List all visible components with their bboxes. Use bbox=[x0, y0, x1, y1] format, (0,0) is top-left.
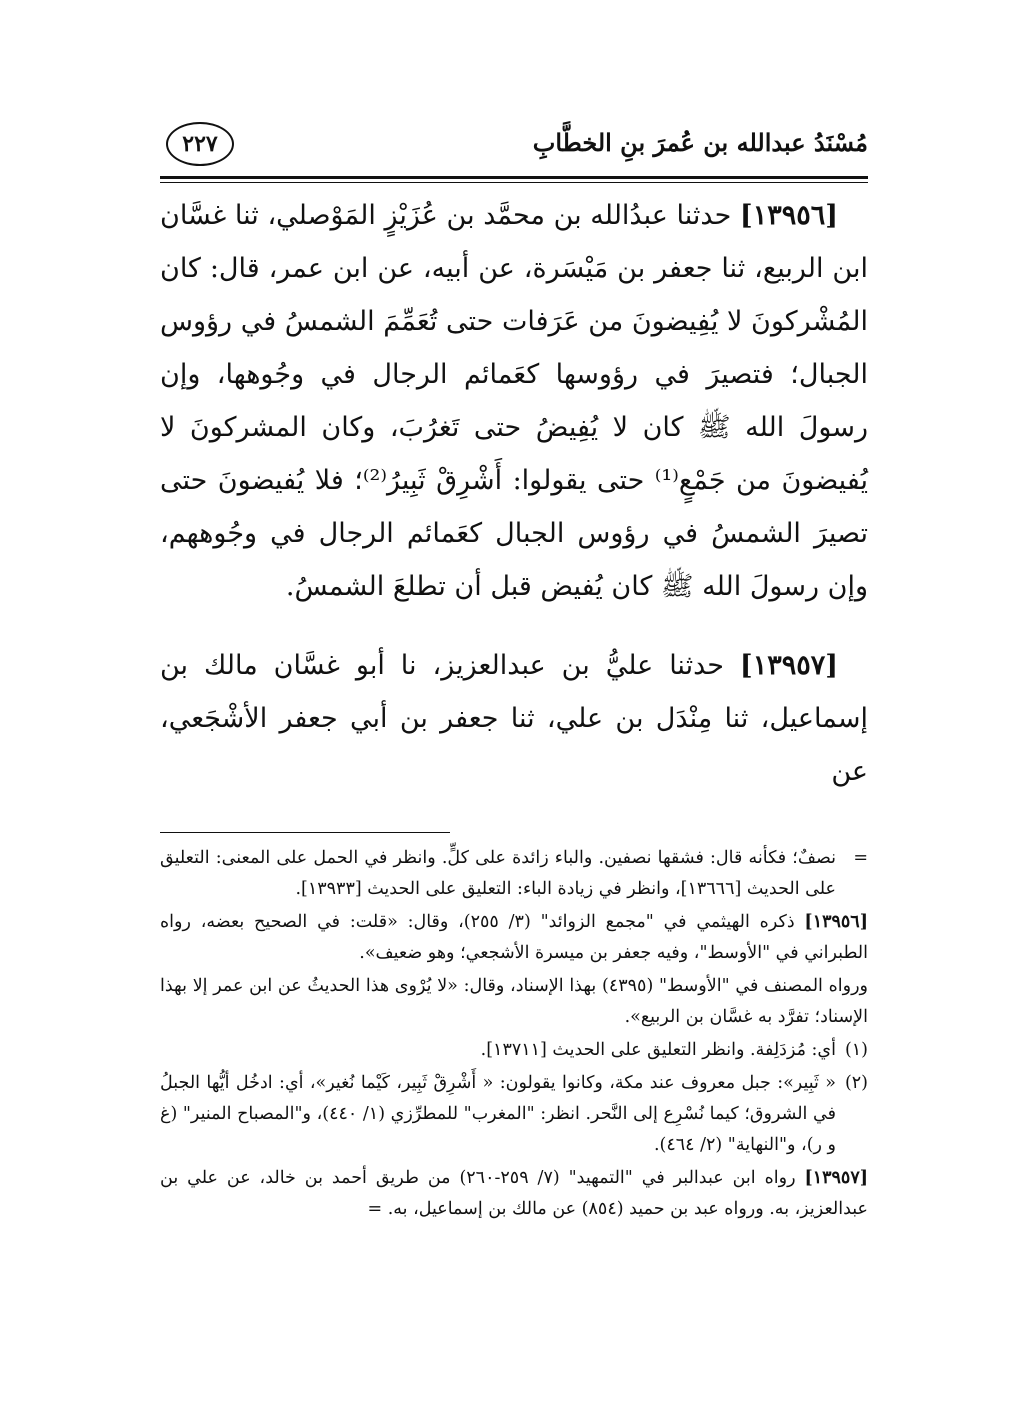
running-header bbox=[160, 118, 868, 176]
footnote-label: = bbox=[853, 848, 868, 868]
hadith-number: [١٣٩٥٦] bbox=[739, 200, 838, 231]
hadith-text: حدثنا عليُّ بن عبدالعزيز، نا أبو غسَّان مالك بن إسماعيل، ثنا مِنْدَل بن علي، ثنا جعفر بن أبي جعفر الأشْجَعي، عن bbox=[160, 650, 868, 787]
footnote-2 bbox=[160, 1068, 868, 1161]
running-title: مُسْنَدُ عبدالله بن عُمرَ بنِ الخطَّابِ bbox=[532, 128, 868, 157]
footnote-text: نصفٌ؛ فكأنه قال: فشقها نصفين. والباء زائدة على كلٍّ. وانظر في الحمل على المعنى: التعليق على الحديث [١٣٦٦٦]، وانظر في زيادة الباء: التعليق على الحديث [١٣٩٣٣]. bbox=[160, 848, 836, 899]
footnote-text: « ثَبِير»: جبل معروف عند مكة، وكانوا يقولون: « أَشْرِقْ ثَبِير، كَيْما نُغير»، أي: ادخُل أيُّها الجبلُ في الشروق؛ كيما نُسْرِع إلى النَّحر. انظر: "المغرب" للمطرِّزي (١/ ٤٤٠)، و"المصباح المنير" (غ و ر)، و"النهاية" (٢/ ٤٦٤). bbox=[160, 1073, 836, 1155]
takhrij-text: رواه ابن عبدالبر في "التمهيد" (٧/ ٢٥٩-٢٦٠) من طريق أحمد بن خالد، عن علي بن عبدالعزيز، به. ورواه عبد بن حميد (٨٥٤) عن مالك بن إسماعيل، به. = bbox=[160, 1168, 868, 1219]
footnote-separator bbox=[160, 832, 450, 833]
hadith-text: حدثنا عبدُالله بن محمَّد بن عُزَيْزٍ المَوْصلي، ثنا غسَّان ابن الربيع، ثنا جعفر بن مَيْسَرة، عن أبيه، عن ابن عمر، قال: كان المُشْركونَ لا يُفِيضونَ من عَرَفات حتى تُعَمِّمَ الشمسُ في رؤوس الجبال؛ فتصيرَ في رؤوسها كعَمائم الرجال في وجُوهها، وإن رسولَ الله ﷺ كان لا يُفِيضُ حتى تَغرُبَ، وكان المشركونَ لا يُفيضونَ من جَمْعٍ⁽¹⁾ حتى يقولوا: أَشْرِقْ ثَبِيرُ⁽²⁾؛ فلا يُفيضونَ حتى تصيرَ الشمسُ في رؤوس الجبال كعَمائم الرجال في وجُوههم، وإن رسولَ الله ﷺ كان يُفيض قبل أن تطلعَ الشمسُ. bbox=[160, 200, 868, 602]
takhrij-note bbox=[160, 907, 868, 969]
takhrij-number: [١٣٩٥٦] bbox=[804, 912, 868, 932]
takhrij-note bbox=[160, 1163, 868, 1225]
page-number: ٢٢٧ bbox=[166, 122, 234, 166]
footnote-continuation bbox=[160, 843, 868, 905]
footnote-text: أي: مُزدَلِفة. وانظر التعليق على الحديث [١٣٧١١]. bbox=[480, 1040, 836, 1060]
header-rule-thin bbox=[160, 182, 868, 183]
footnote-label: (١) bbox=[844, 1040, 868, 1060]
takhrij-number: [١٣٩٥٧] bbox=[804, 1168, 869, 1188]
takhrij-text: ذكره الهيثمي في "مجمع الزوائد" (٣/ ٢٥٥)، وقال: «قلت: في الصحيح بعضه، رواه الطبراني في "الأوسط"، وفيه جعفر بن ميسرة الأشجعي؛ وهو ضعيف». bbox=[160, 912, 868, 963]
hadith-paragraph bbox=[160, 639, 868, 798]
footnotes bbox=[160, 843, 868, 1225]
hadith-paragraph bbox=[160, 189, 868, 613]
page bbox=[160, 118, 868, 1227]
main-text bbox=[160, 189, 868, 798]
footnote-label: (٢) bbox=[844, 1073, 868, 1093]
takhrij-note: ورواه المصنف في "الأوسط" (٤٣٩٥) بهذا الإسناد، وقال: «لا يُرْوى هذا الحديثُ عن ابن عمر إلا بهذا الإسناد؛ تفرَّد به غسَّان بن الربيع». bbox=[160, 976, 868, 1027]
hadith-number: [١٣٩٥٧] bbox=[739, 650, 838, 681]
footnote-1 bbox=[160, 1035, 868, 1066]
